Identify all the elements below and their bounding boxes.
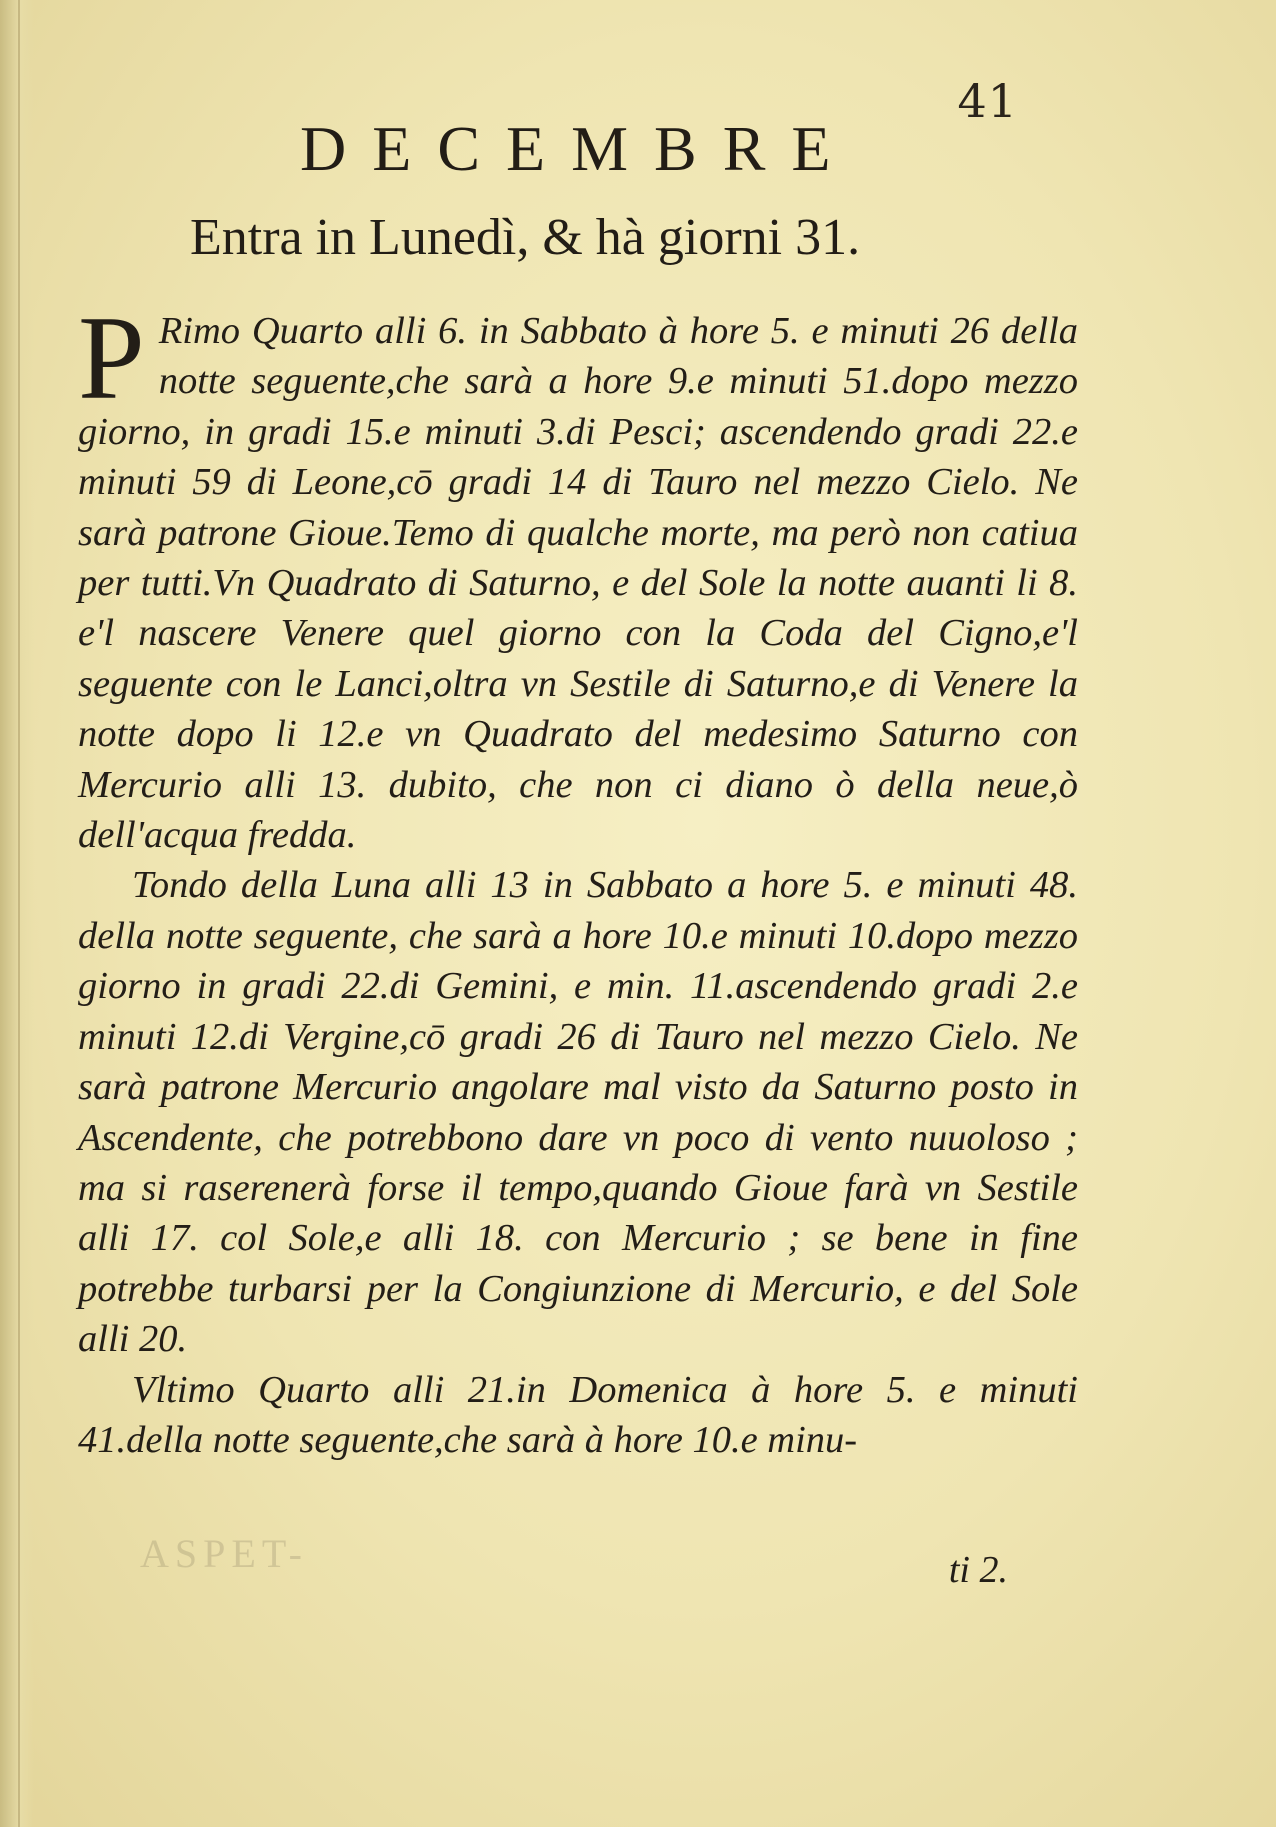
drop-cap-initial: P [78,291,145,424]
paragraph-first-quarter [78,291,1078,860]
paragraph-full-moon: Tondo della Luna alli 13 in Sabbato a hore 5. e minuti 48. della notte seguente, che sarà a hore 10.e minuti 10.dopo mezzo giorno in gradi 22.di Gemini, e min. 11.ascendendo gradi 2.e minuti 12.di Vergine,cō gradi 26 di Tauro nel mezzo Cielo. Ne sarà patrone Mercurio angolare mal visto da Saturno posto in Ascendente, che potrebbono dare vn poco di vento nuuoloso ; ma si raserenerà forse il tempo,quando Gioue farà vn Sestile alli 17. col Sole,e alli 18. con Mercurio ; se bene in fine potrebbe turbarsi per la Congiunzione di Mercurio, e del Sole alli 20. [78,864,1078,1361]
page-gutter-shadow [0,0,34,1827]
paragraph-last-quarter: Vltimo Quarto alli 21.in Domenica à hore 5. e minuti 41.della notte seguente,che sarà à hore 10.e minu- [78,1368,1078,1461]
month-heading: DECEMBRE [300,113,857,184]
catchword: ti 2. [948,1549,1008,1591]
binding-fold-line [18,0,20,1827]
bleed-through-text: ASPET- [140,1531,308,1576]
paragraph-text: Rimo Quarto alli 6. in Sabbato à hore 5. e minuti 26 della notte seguente,che sarà a hore 9.e minuti 51.dopo mezzo giorno, in gradi 15.e minuti 3.di Pesci; ascendendo gradi 22.e minuti 59 di Leone,cō gradi 14 di Tauro nel mezzo Cielo. Ne sarà patrone Gioue.Temo di qualche morte, ma però non catiua per tutti.Vn Quadrato di Saturno, e del Sole la notte auanti li 8. e'l nascere Venere quel giorno con la Coda del Cigno,e'l seguente con le Lanci,oltra vn Sestile di Saturno,e di Venere la notte dopo li 12.e vn Quadrato del medesimo Saturno con Mercurio alli 13. dubito, che non ci diano ò della neue,ò dell'acqua fredda. [78,310,1078,857]
month-subtitle: Entra in Lunedì, & hà giorni 31. [190,209,861,266]
body-text [78,291,1078,1465]
page-number: 41 [957,74,1018,128]
